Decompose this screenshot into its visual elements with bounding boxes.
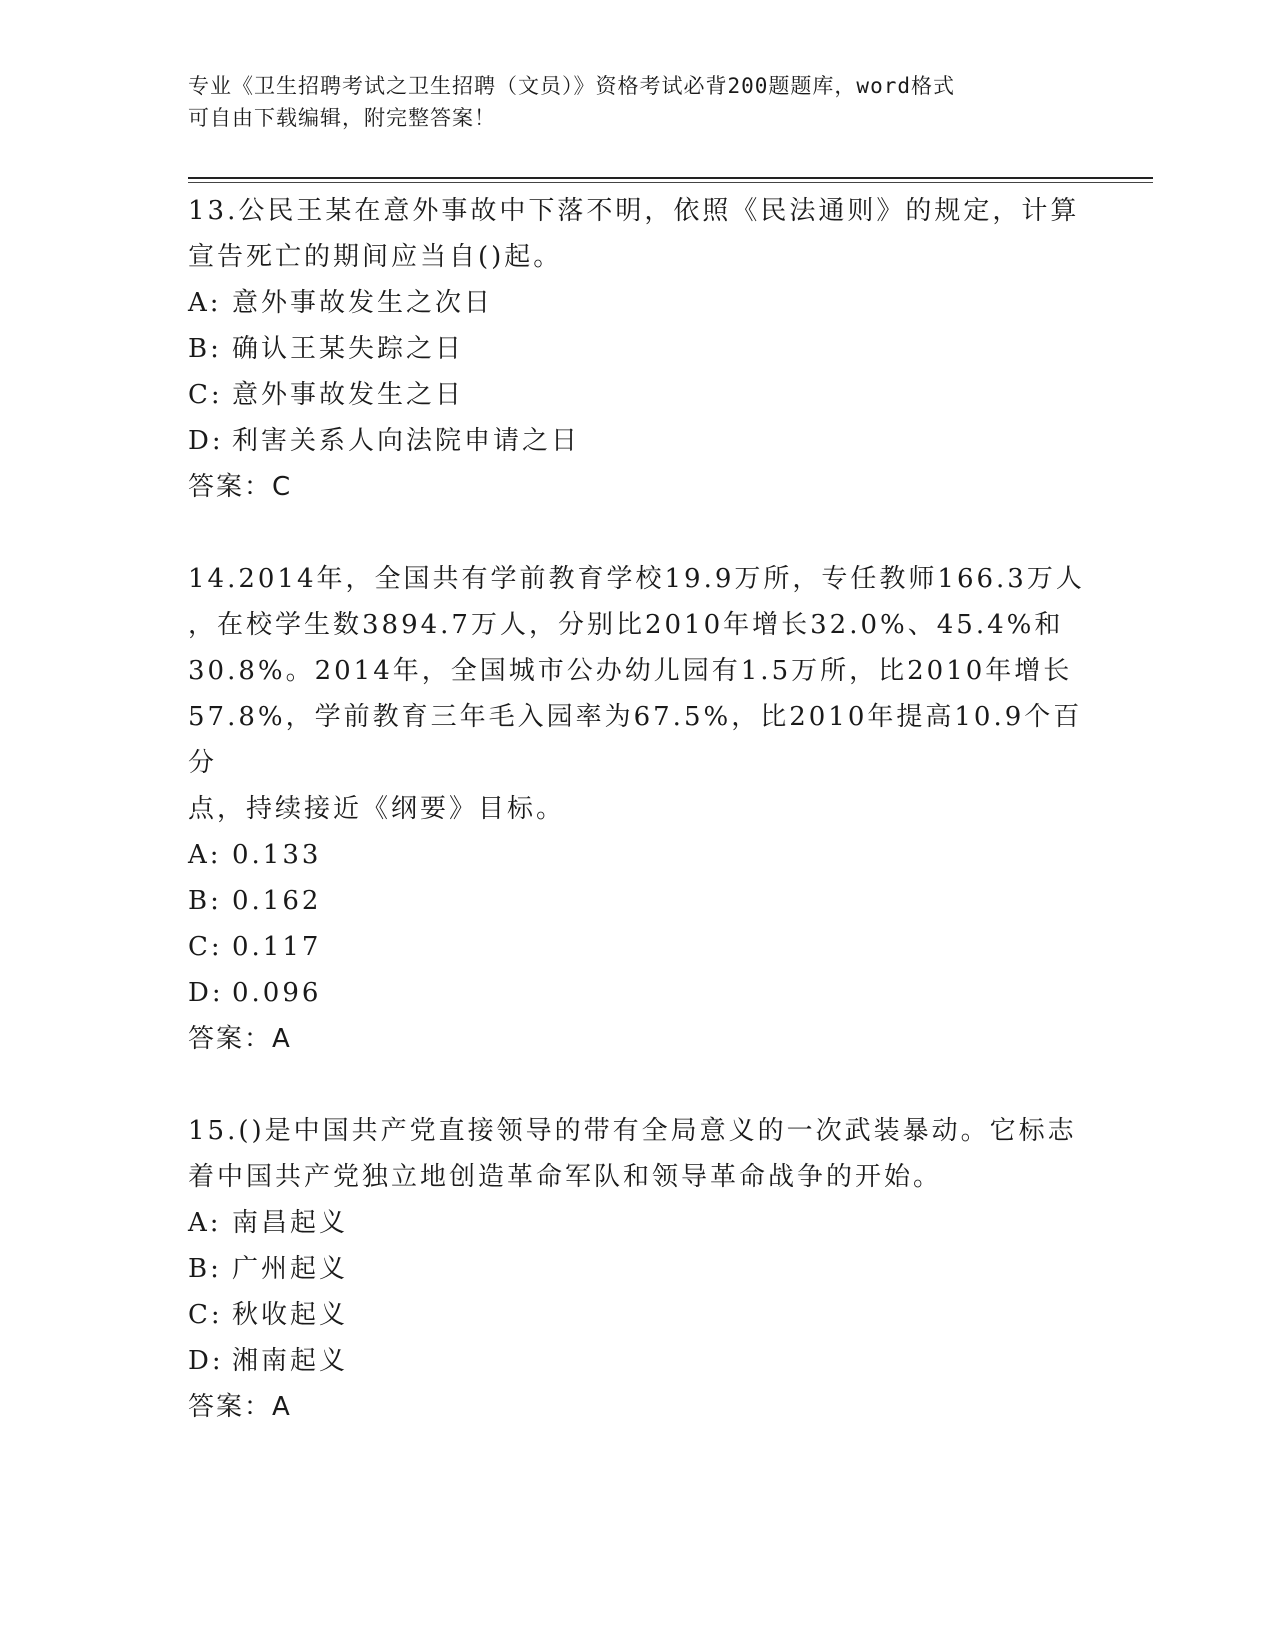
option-key: A: — [188, 288, 222, 318]
answer-line — [188, 1384, 1088, 1430]
option-c — [188, 1292, 1088, 1338]
option-text: 0.117 — [232, 932, 322, 962]
option-text: 0.162 — [232, 886, 322, 916]
option-text: 利害关系人向法院申请之日 — [232, 426, 581, 456]
answer-label: 答案： — [188, 1024, 273, 1054]
question-stem-line: 13.公民王某在意外事故中下落不明，依照《民法通则》的规定，计算 — [188, 196, 1080, 226]
option-c — [188, 924, 1088, 970]
answer-label: 答案： — [188, 472, 273, 502]
answer-line — [188, 464, 1088, 510]
option-text: 确认王某失踪之日 — [232, 334, 465, 364]
option-text: 湘南起义 — [232, 1346, 349, 1376]
option-key: C: — [188, 1300, 223, 1330]
option-key: D: — [188, 426, 224, 456]
question-14 — [188, 556, 1088, 1062]
option-b — [188, 878, 1088, 924]
question-stem-line: ，在校学生数3894.7万人，分别比2010年增长32.0%、45.4%和 — [188, 610, 1064, 640]
option-a — [188, 280, 1088, 326]
option-key: C: — [188, 380, 223, 410]
option-text: 秋收起义 — [232, 1300, 349, 1330]
option-a — [188, 1200, 1088, 1246]
question-stem-line: 点，持续接近《纲要》目标。 — [188, 794, 566, 824]
option-b — [188, 1246, 1088, 1292]
option-key: D: — [188, 978, 224, 1008]
option-key: C: — [188, 932, 223, 962]
option-key: A: — [188, 840, 222, 870]
option-text: 意外事故发生之日 — [232, 380, 465, 410]
document-header — [188, 70, 1068, 134]
option-text: 意外事故发生之次日 — [232, 288, 494, 318]
option-text: 0.096 — [232, 978, 322, 1008]
option-b — [188, 326, 1088, 372]
question-stem-line: 着中国共产党独立地创造革命军队和领导革命战争的开始。 — [188, 1162, 943, 1192]
question-stem-line: 30.8%。2014年，全国城市公办幼儿园有1.5万所，比2010年增长 — [188, 656, 1073, 686]
answer-value: A — [272, 1024, 292, 1054]
option-text: 南昌起义 — [232, 1208, 349, 1238]
option-d — [188, 970, 1088, 1016]
option-text: 0.133 — [232, 840, 322, 870]
question-stem-line: 14.2014年，全国共有学前教育学校19.9万所，专任教师166.3万人 — [188, 564, 1085, 594]
option-key: B: — [188, 886, 222, 916]
header-divider-thick — [188, 177, 1153, 179]
question-stem-line: 宣告死亡的期间应当自()起。 — [188, 242, 563, 272]
option-d — [188, 1338, 1088, 1384]
header-line-1: 专业《卫生招聘考试之卫生招聘（文员）》资格考试必背200题题库，word格式 — [188, 74, 955, 98]
answer-label: 答案： — [188, 1392, 273, 1422]
option-c — [188, 372, 1088, 418]
option-key: B: — [188, 334, 222, 364]
header-divider-thin — [188, 182, 1153, 183]
question-stem-line: 15.()是中国共产党直接领导的带有全局意义的一次武装暴动。它标志 — [188, 1116, 1077, 1146]
header-line-2: 可自由下载编辑，附完整答案！ — [188, 106, 496, 130]
option-key: D: — [188, 1346, 224, 1376]
option-d — [188, 418, 1088, 464]
question-15 — [188, 1108, 1088, 1430]
answer-value: A — [272, 1392, 292, 1422]
question-stem-line: 57.8%，学前教育三年毛入园率为67.5%，比2010年提高10.9个百分 — [188, 702, 1083, 778]
option-key: B: — [188, 1254, 222, 1284]
option-text: 广州起义 — [232, 1254, 349, 1284]
option-key: A: — [188, 1208, 222, 1238]
question-13 — [188, 188, 1088, 510]
answer-value: C — [272, 472, 293, 502]
option-a — [188, 832, 1088, 878]
answer-line — [188, 1016, 1088, 1062]
question-list — [188, 188, 1088, 1476]
